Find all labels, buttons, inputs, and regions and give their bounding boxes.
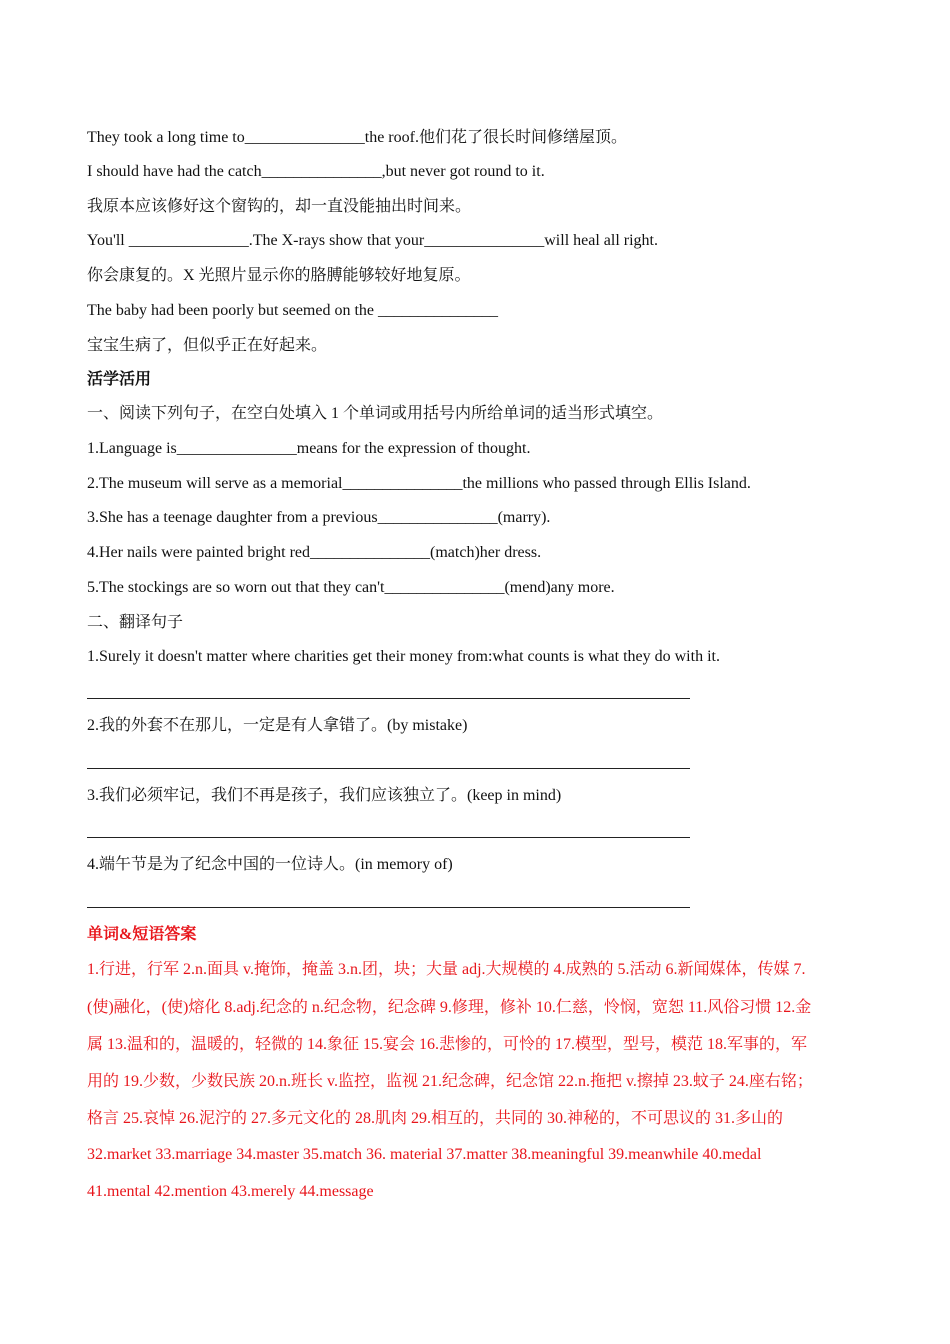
answer-line (87, 907, 690, 908)
exercise-item: 5.The stockings are so worn out that they can't_______________(mend)any more. (87, 579, 615, 596)
translation-item: 1.Surely it doesn't matter where charities get their money from:what counts is what they do with it. (87, 648, 720, 665)
fill-line: You'll _______________.The X-rays show that your_______________will heal all right. (87, 232, 658, 249)
answer-line (87, 837, 690, 838)
fill-line-translation: 你会康复的。X 光照片显示你的胳膊能够较好地复原。 (87, 267, 471, 284)
answer-line-text: 格言 25.哀悼 26.泥泞的 27.多元文化的 28.肌肉 29.相互的，共同的 30.神秘的，不可思议的 31.多山的 (87, 1110, 784, 1127)
answer-line-text: 32.market 33.marriage 34.master 35.match 36. material 37.matter 38.meaningful 39.meanwhile 40.medal (87, 1146, 762, 1163)
answers-title: 单词&短语答案 (87, 926, 197, 943)
answer-line-text: 用的 19.少数，少数民族 20.n.班长 v.监控，监视 21.纪念碑，纪念馆 22.n.拖把 v.擦掉 23.蚊子 24.座右铭； (87, 1073, 813, 1090)
exercise-item: 3.She has a teenage daughter from a previous_______________(marry). (87, 509, 551, 526)
answer-line-text: (使)融化，(使)熔化 8.adj.纪念的 n.纪念物，纪念碑 9.修理，修补 10.仁慈，怜悯，宽恕 11.风俗习惯 12.金 (87, 999, 812, 1016)
answer-line (87, 768, 690, 769)
answer-line-text: 1.行进，行军 2.n.面具 v.掩饰，掩盖 3.n.团，块；大量 adj.大规模的 4.成熟的 5.活动 6.新闻媒体，传媒 7. (87, 961, 806, 978)
fill-line: The baby had been poorly but seemed on the _______________ (87, 302, 499, 319)
exercise-item: 2.The museum will serve as a memorial_______________the millions who passed through Ellis Island. (87, 475, 751, 492)
fill-line-translation: 我原本应该修好这个窗钩的，却一直没能抽出时间来。 (87, 198, 472, 215)
answer-line-text: 属 13.温和的，温暖的，轻微的 14.象征 15.宴会 16.悲惨的，可怜的 17.模型，型号，模范 18.军事的，军 (87, 1036, 808, 1053)
answer-line-text: 41.mental 42.mention 43.merely 44.message (87, 1183, 374, 1200)
fill-line: I should have had the catch_______________,but never got round to it. (87, 163, 545, 180)
exercise-item: 4.Her nails were painted bright red_______________(match)her dress. (87, 544, 542, 561)
translation-item: 3.我们必须牢记，我们不再是孩子，我们应该独立了。(keep in mind) (87, 787, 562, 804)
exercise-item: 1.Language is_______________means for the expression of thought. (87, 440, 531, 457)
part-two-heading: 二、翻译句子 (87, 614, 184, 631)
fill-line: They took a long time to_______________the roof.他们花了很长时间修缮屋顶。 (87, 129, 627, 146)
translation-item: 4.端午节是为了纪念中国的一位诗人。(in memory of) (87, 856, 453, 873)
answer-line (87, 698, 690, 699)
part-one-heading: 一、阅读下列句子，在空白处填入 1 个单词或用括号内所给单词的适当形式填空。 (87, 405, 664, 422)
section-title: 活学活用 (87, 371, 152, 388)
fill-line-translation: 宝宝生病了，但似乎正在好起来。 (87, 337, 328, 354)
translation-item: 2.我的外套不在那儿，一定是有人拿错了。(by mistake) (87, 717, 468, 734)
